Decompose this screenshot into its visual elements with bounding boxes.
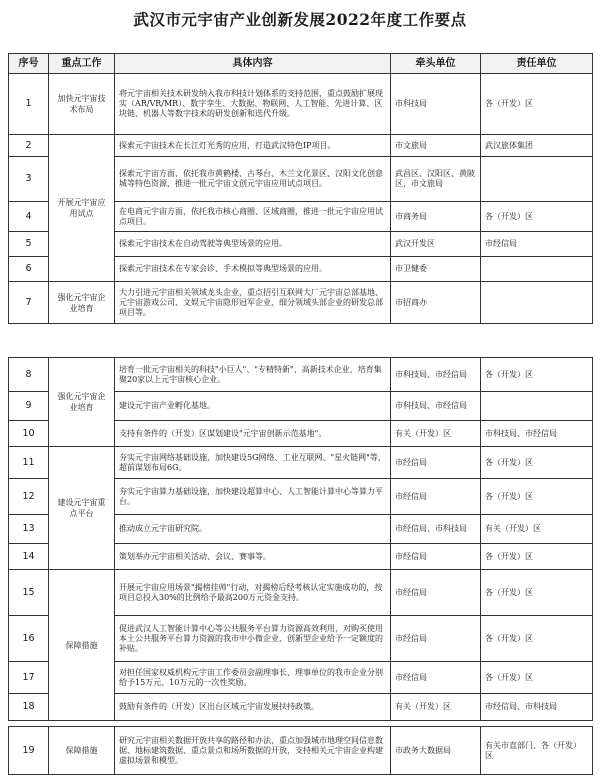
row-number: 10 <box>9 421 49 447</box>
lead-unit-cell: 市经信局 <box>391 570 481 616</box>
lead-unit-cell: 市经信局、市科技局 <box>391 515 481 544</box>
row-number: 1 <box>9 74 49 135</box>
content-cell: 探索元宇宙技术在自动驾驶等典型场景的应用。 <box>115 232 391 257</box>
responsible-unit-cell: 各（开发）区 <box>481 544 593 570</box>
row-number: 16 <box>9 616 49 662</box>
content-cell: 夯实元宇宙网络基础设施，加快建设5G网络、工业互联网、"星火链网"等，超前谋划布局6G。 <box>115 447 391 479</box>
work-plan-table-part2 <box>8 357 593 721</box>
row-number: 4 <box>9 202 49 232</box>
lead-unit-cell: 武汉开发区 <box>391 232 481 257</box>
row-number: 2 <box>9 135 49 157</box>
responsible-unit-cell <box>481 157 593 202</box>
content-cell: 推动成立元宇宙研究院。 <box>115 515 391 544</box>
header-resp: 责任单位 <box>481 54 593 74</box>
document-title: 武汉市元宇宙产业创新发展2022年度工作要点 <box>133 10 467 29</box>
lead-unit-cell: 市科技局、市经信局 <box>391 392 481 421</box>
lead-unit-cell: 市经信局 <box>391 662 481 694</box>
row-number: 18 <box>9 694 49 721</box>
row-number: 14 <box>9 544 49 570</box>
responsible-unit-cell: 各（开发）区 <box>481 74 593 135</box>
row-number: 12 <box>9 479 49 515</box>
lead-unit-cell: 武昌区、汉阳区、黄陂区，市文旅局 <box>391 157 481 202</box>
content-cell: 建设元宇宙产业孵化基地。 <box>115 392 391 421</box>
content-cell: 鼓励有条件的（开发）区出台区域元宇宙发展扶持政策。 <box>115 694 391 721</box>
row-number: 8 <box>9 358 49 392</box>
lead-unit-cell: 市商务局 <box>391 202 481 232</box>
lead-unit-cell: 有关（开发）区 <box>391 421 481 447</box>
lead-unit-cell: 市招商办 <box>391 282 481 324</box>
category-cell: 建设元宇宙重点平台 <box>49 447 115 570</box>
content-cell: 将元宇宙相关技术研发纳入我市科技计划体系的支持范围，重点鼓励扩展现实（AR/VR/MR）、数字孪生、大数据、物联网、人工智能、先进计算、区块链、机器人等数字技术的研发创新和迭代升级。 <box>115 74 391 135</box>
work-plan-table-part1 <box>8 53 593 324</box>
responsible-unit-cell: 各（开发）区 <box>481 447 593 479</box>
row-number: 5 <box>9 232 49 257</box>
row-number: 15 <box>9 570 49 616</box>
category-cell: 加快元宇宙技术布局 <box>49 74 115 135</box>
lead-unit-cell: 市经信局 <box>391 544 481 570</box>
content-cell: 探索元宇宙方面，依托我市黄鹤楼、古琴台、木兰文化景区、汉阳文化创意城等特色资源，推进一批元宇宙文创元宇宙应用试点项目。 <box>115 157 391 202</box>
category-cell: 保障措施 <box>49 727 115 775</box>
lead-unit-cell: 市经信局 <box>391 479 481 515</box>
responsible-unit-cell <box>481 257 593 282</box>
content-cell: 培育一批元宇宙相关的科技"小巨人"、"专精特新"、高新技术企业，培育集聚20家以上元宇宙核心企业。 <box>115 358 391 392</box>
responsible-unit-cell: 有关市直部门、各（开发）区 <box>481 727 593 775</box>
lead-unit-cell: 市经信局 <box>391 616 481 662</box>
responsible-unit-cell: 市经信局、市科技局 <box>481 694 593 721</box>
responsible-unit-cell: 武汉旅体集团 <box>481 135 593 157</box>
lead-unit-cell: 市科技局 <box>391 74 481 135</box>
content-cell: 夯实元宇宙算力基础设施，加快建设超算中心、人工智能计算中心等算力平台。 <box>115 479 391 515</box>
category-cell: 强化元宇宙企业培育 <box>49 358 115 447</box>
lead-unit-cell: 市科技局、市经信局 <box>391 358 481 392</box>
content-cell: 对担任国家权威机构元宇宙工作委员会副理事长、理事单位的我市企业分别给予15万元、10万元的一次性奖励。 <box>115 662 391 694</box>
row-number: 9 <box>9 392 49 421</box>
lead-unit-cell: 市经信局 <box>391 447 481 479</box>
row-number: 13 <box>9 515 49 544</box>
responsible-unit-cell: 有关（开发）区 <box>481 515 593 544</box>
header-content: 具体内容 <box>115 54 391 74</box>
content-cell: 策划举办元宇宙相关活动、会议、赛事等。 <box>115 544 391 570</box>
row-number: 11 <box>9 447 49 479</box>
content-cell: 支持有条件的（开发）区谋划建设"元宇宙创新示范基地"。 <box>115 421 391 447</box>
responsible-unit-cell: 各（开发）区 <box>481 616 593 662</box>
work-plan-table-part3 <box>8 726 593 775</box>
row-number: 3 <box>9 157 49 202</box>
header-lead: 牵头单位 <box>391 54 481 74</box>
responsible-unit-cell: 市科技局、市经信局 <box>481 421 593 447</box>
lead-unit-cell: 有关（开发）区 <box>391 694 481 721</box>
responsible-unit-cell: 各（开发）区 <box>481 358 593 392</box>
content-cell: 开展元宇宙应用场景"揭榜挂帅"行动，对揭榜后经考核认定实施成功的，按项目总投入30%的比例给予最高200万元资金支持。 <box>115 570 391 616</box>
header-task: 重点工作 <box>49 54 115 74</box>
content-cell: 探索元宇宙技术在专家会诊、手术模拟等典型场景的应用。 <box>115 257 391 282</box>
responsible-unit-cell: 市经信局 <box>481 232 593 257</box>
category-cell: 开展元宇宙应用试点 <box>49 135 115 282</box>
responsible-unit-cell: 各（开发）区 <box>481 570 593 616</box>
content-cell: 研究元宇宙相关数据开放共享的路径和办法，重点加强城市地理空间信息数据、地标建筑数据、重点景点和场所数据的开放，支持相关元宇宙企业构建虚拟场景和模型。 <box>115 727 391 775</box>
category-cell: 强化元宇宙企业培育 <box>49 282 115 324</box>
lead-unit-cell: 市卫健委 <box>391 257 481 282</box>
content-cell: 大力引进元宇宙相关领域龙头企业，重点招引互联网大厂元宇宙总部基地、元宇宙游戏公司、文娱元宇宙隐形冠军企业、细分领域头部企业的研发总部项目等。 <box>115 282 391 324</box>
responsible-unit-cell: 各（开发）区 <box>481 662 593 694</box>
header-no: 序号 <box>9 54 49 74</box>
responsible-unit-cell <box>481 282 593 324</box>
row-number: 19 <box>9 727 49 775</box>
content-cell: 探索元宇宙技术在长江灯光秀的应用，打造武汉特色IP项目。 <box>115 135 391 157</box>
lead-unit-cell: 市文旅局 <box>391 135 481 157</box>
responsible-unit-cell <box>481 392 593 421</box>
row-number: 6 <box>9 257 49 282</box>
responsible-unit-cell: 各（开发）区 <box>481 479 593 515</box>
lead-unit-cell: 市政务大数据局 <box>391 727 481 775</box>
category-cell: 保障措施 <box>49 570 115 721</box>
row-number: 7 <box>9 282 49 324</box>
content-cell: 促进武汉人工智能计算中心等公共服务平台算力资源高效利用，对购买使用本土公共服务平台算力资源的我市中小微企业、创新型企业给予一定额度的补贴。 <box>115 616 391 662</box>
row-number: 17 <box>9 662 49 694</box>
content-cell: 在电商元宇宙方面，依托我市核心商圈、区域商圈，推进一批元宇宙应用试点项目。 <box>115 202 391 232</box>
responsible-unit-cell: 各（开发）区 <box>481 202 593 232</box>
